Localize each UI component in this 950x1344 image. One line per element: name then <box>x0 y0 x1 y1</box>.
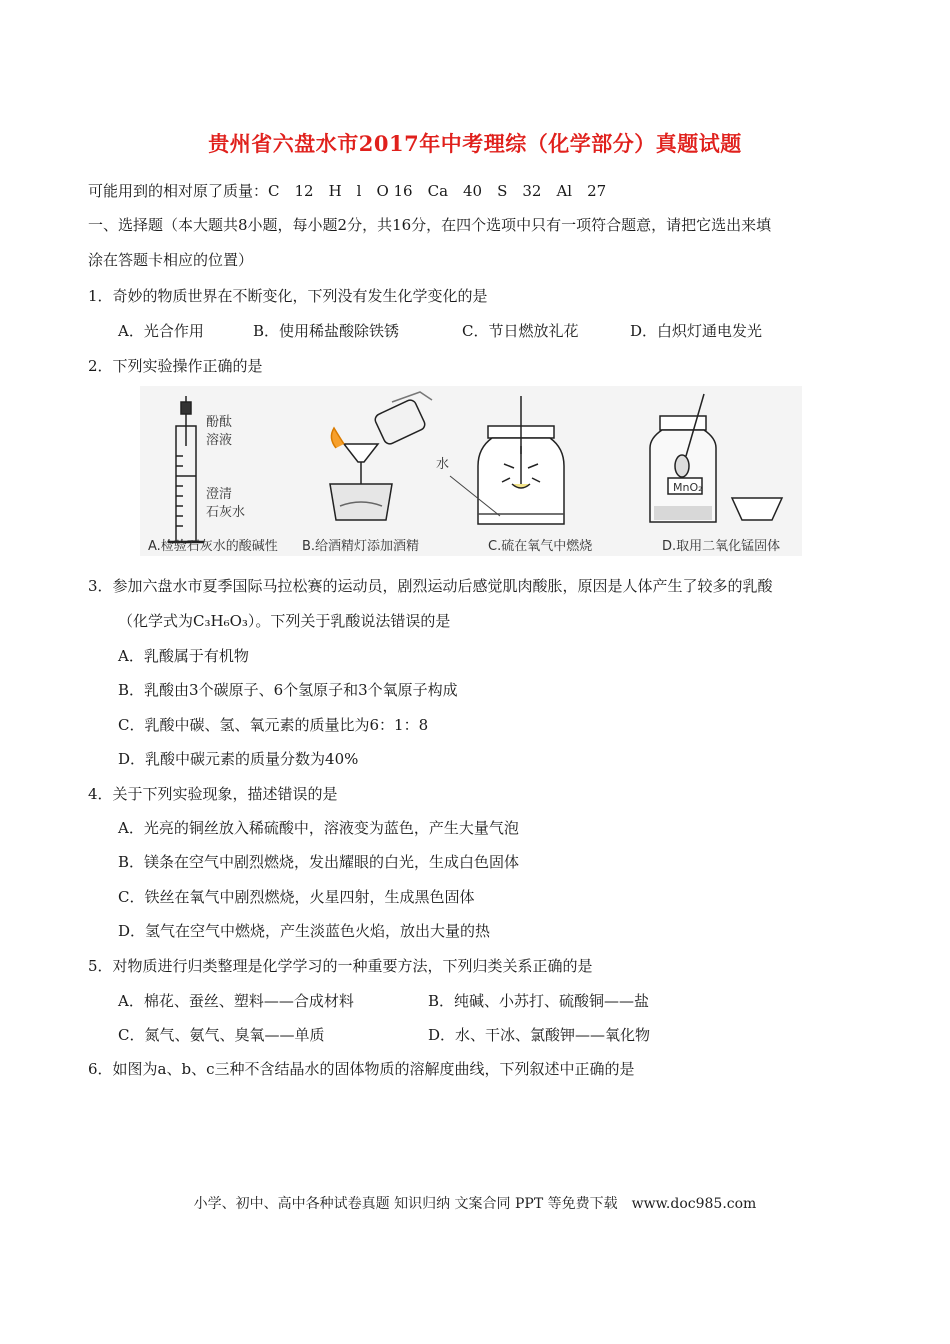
q4-option-c: C．铁丝在氧气中剧烈燃烧，火星四射，生成黑色固体 <box>118 888 475 906</box>
caption-b: B.给酒精灯添加酒精 <box>302 539 420 554</box>
q1-stem: 1．奇妙的物质世界在不断变化，下列没有发生化学变化的是 <box>88 287 488 305</box>
q5-option-b: B．纯碱、小苏打、硫酸铜——盐 <box>428 992 650 1010</box>
q3-option-b: B．乳酸由3个碳原子、6个氢原子和3个氧原子构成 <box>118 681 458 699</box>
atomic-masses: 可能用到的相对原了质量：C 12 H l O 16 Ca 40 S 32 Al 27 <box>88 182 607 200</box>
q5-option-a: A．棉花、蚕丝、塑料——合成材料 <box>118 992 354 1010</box>
panel-a-cylinder-dropper <box>168 396 204 542</box>
label-clear: 澄清 <box>206 487 233 502</box>
q5-stem: 5．对物质进行归类整理是化学学习的一种重要方法，下列归类关系正确的是 <box>88 957 593 975</box>
q5-option-c: C．氮气、氨气、臭氧——单质 <box>118 1026 325 1044</box>
label-mno2: MnO₂ <box>673 481 703 494</box>
caption-d: D.取用二氧化锰固体 <box>662 539 781 554</box>
label-phenolphthalein: 酚酞 <box>206 415 233 430</box>
panel-c-oxygen-jar <box>450 396 564 524</box>
q4-option-b: B．镁条在空气中剧烈燃烧，发出耀眼的白光，生成白色固体 <box>118 853 520 871</box>
document-title: 贵州省六盘水市2017年中考理综（化学部分）真题试题 <box>208 131 742 156</box>
q3-stem-formula: （化学式为C₃H₆O₃）。下列关于乳酸说法错误的是 <box>118 612 451 630</box>
section-instructions-line1: 一、选择题（本大题共8小题，每小题2分，共16分，在四个选项中只有一项符合题意，请把它选出来填 <box>88 216 772 234</box>
q2-stem: 2．下列实验操作正确的是 <box>88 357 263 375</box>
q6-stem: 6．如图为a、b、c三种不含结晶水的固体物质的溶解度曲线，下列叙述中正确的是 <box>88 1060 635 1078</box>
q2-experiment-figure <box>140 386 802 556</box>
q4-option-d: D．氢气在空气中燃烧，产生淡蓝色火焰，放出大量的热 <box>118 922 491 940</box>
label-water: 水 <box>436 457 450 472</box>
q3-option-d: D．乳酸中碳元素的质量分数为40% <box>118 750 359 768</box>
q3-stem: 3．参加六盘水市夏季国际马拉松赛的运动员，剧烈运动后感觉肌肉酸胀，原因是人体产生了较多的乳酸 <box>88 577 773 595</box>
q3-option-a: A．乳酸属于有机物 <box>118 647 249 665</box>
q1-option-a: A．光合作用 <box>118 322 204 340</box>
section-instructions-line2: 涂在答题卡相应的位置） <box>88 251 254 269</box>
label-solution: 溶液 <box>206 433 233 448</box>
q1-option-d: D．白炽灯通电发光 <box>630 322 763 340</box>
q1-option-b: B．使用稀盐酸除铁锈 <box>253 322 400 340</box>
panel-d-reagent-jar <box>650 394 782 522</box>
q3-option-c: C．乳酸中碳、氢、氧元素的质量比为6：1：8 <box>118 716 429 734</box>
q5-option-d: D．水、干冰、氯酸钾——氧化物 <box>428 1026 651 1044</box>
page-footer: 小学、初中、高中各种试卷真题 知识归纳 文案合同 PPT 等免费下载 www.doc985.com <box>193 1196 757 1212</box>
q4-option-a: A．光亮的铜丝放入稀硫酸中，溶液变为蓝色，产生大量气泡 <box>118 819 519 837</box>
caption-c: C.硫在氧气中燃烧 <box>488 539 593 554</box>
q4-stem: 4．关于下列实验现象，描述错误的是 <box>88 785 338 803</box>
label-limewater: 石灰水 <box>206 505 246 520</box>
panel-b-alcohol-lamp <box>330 392 432 520</box>
q1-option-c: C．节日燃放礼花 <box>462 322 579 340</box>
caption-a: A.检验石灰水的酸碱性 <box>148 539 278 554</box>
